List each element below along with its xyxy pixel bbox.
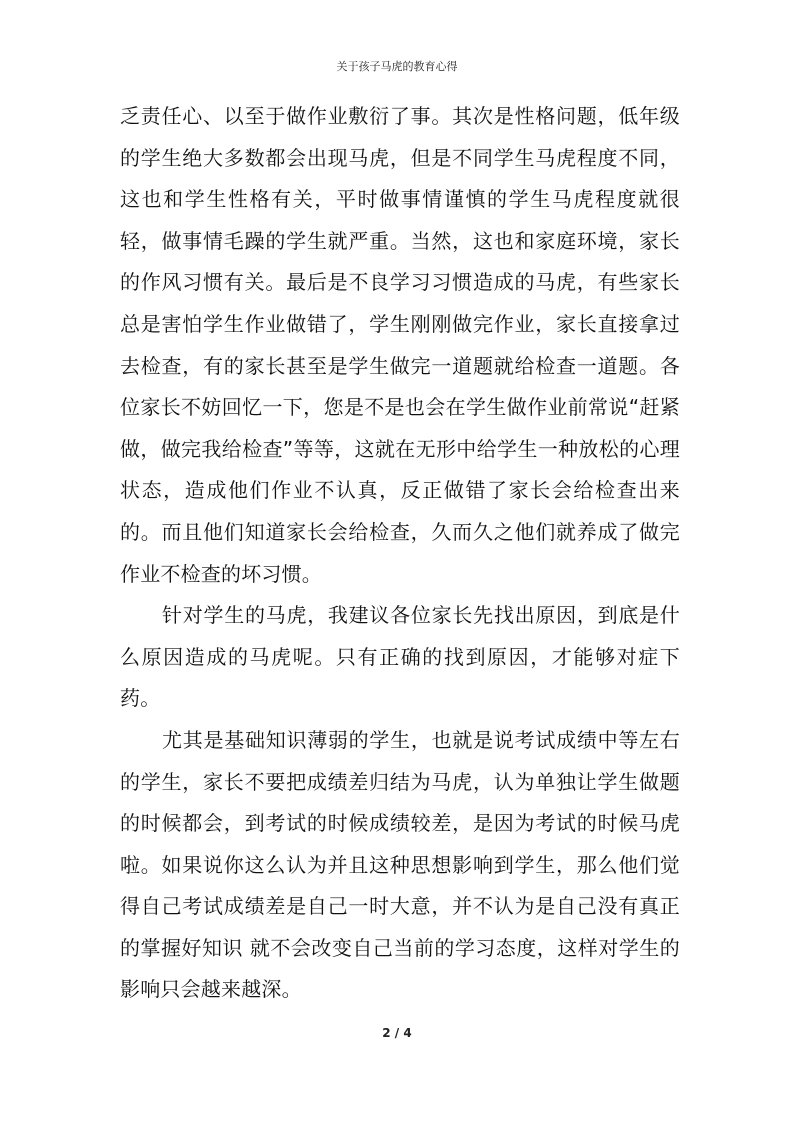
page-number: 2 / 4 [382,1026,412,1040]
paragraph-continued: 乏责任心、以至于做作业敷衍了事。其次是性格问题，低年级的学生绝大多数都会出现马虎，但是不同学生马虎程度不同，这也和学生性格有关，平时做事情谨慎的学生马虎程度就很轻，做事情毛躁的学生就严重。当然，这也和家庭环境，家长的作风习惯有关。最后是不良学习习惯造成的马虎，有些家长总是害怕学生作业做错了，学生刚刚做完作业，家长直接拿过去检查，有的家长甚至是学生做完一道题就给检查一道题。各位家长不妨回忆一下，您是不是也会在学生做作业前常说“赶紧做，做完我给检查”等等，这就在无形中给学生一种放松的心理状态，造成他们作业不认真，反正做错了家长会给检查出来的。而且他们知道家长会给检查，久而久之他们就养成了做完作业不检查的坏习惯。 [120,104,680,586]
paragraph-find-cause: 针对学生的马虎，我建议各位家长先找出原因，到底是什么原因造成的马虎呢。只有正确的找到原因，才能够对症下药。 [120,603,680,711]
document-body [120,96,680,1011]
paragraph-weak-foundation: 尤其是基础知识薄弱的学生，也就是说考试成绩中等左右的学生，家长不要把成绩差归结为马虎，认为单独让学生做题的时候都会，到考试的时候成绩较差，是因为考试的时候马虎啦。如果说你这么认为并且这种思想影响到学生，那么他们觉得自己考试成绩差是自己一时大意，并不认为是自己没有真正的掌握好知识 就不会改变自己当前的学习态度，这样对学生的影响只会越来越深。 [120,727,680,1002]
page-header-title: 关于孩子马虎的教育心得 [336,60,458,73]
